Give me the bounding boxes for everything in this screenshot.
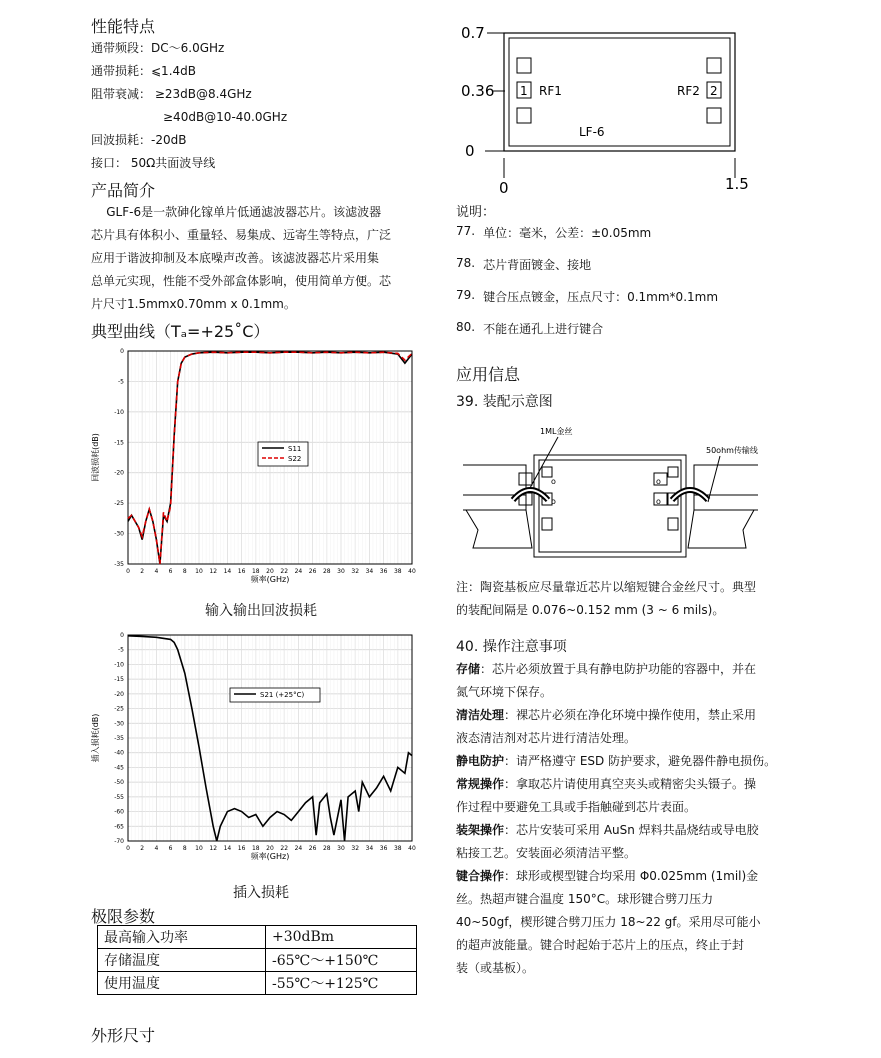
return-loss-chart bbox=[90, 344, 430, 598]
x-tick-label: 16 bbox=[237, 845, 246, 852]
assembly-note bbox=[456, 576, 796, 622]
x-tick-label: 36 bbox=[379, 568, 388, 575]
ops-label: 静电防护 bbox=[456, 754, 505, 768]
legend-label: S21 (+25°C) bbox=[260, 691, 305, 699]
rf2-label: RF2 bbox=[677, 84, 700, 98]
wire-label: 1ML金丝 bbox=[540, 427, 573, 436]
y-tick-label: -35 bbox=[114, 561, 124, 568]
pad-ground bbox=[707, 108, 721, 123]
intro-line: GLF-6是一款砷化镓单片低通滤波器芯片。该滤波器 bbox=[91, 205, 382, 219]
intro-heading: 产品简介 bbox=[91, 181, 156, 200]
x-tick-label: 12 bbox=[209, 568, 218, 575]
x-tick-label: 4 bbox=[154, 845, 159, 852]
app-heading: 应用信息 bbox=[456, 365, 521, 384]
intro-line: 芯片具有体积小、重量轻、易集成、远寄生等特点，广泛 bbox=[91, 228, 392, 242]
outline-heading: 外形尺寸 bbox=[91, 1026, 156, 1045]
limit-value: -55℃～+125℃ bbox=[266, 972, 417, 995]
limit-name: 最高输入功率 bbox=[98, 926, 266, 949]
ops-text: ：拿取芯片请使用真空夹头或精密尖头镊子。操 bbox=[504, 777, 757, 791]
ops-line bbox=[456, 681, 801, 704]
x-tick-label: 10 bbox=[195, 568, 203, 575]
x-tick-label: 32 bbox=[351, 845, 360, 852]
ops-line bbox=[456, 704, 801, 727]
ops-text: 40~50gf，楔形键合劈刀压力 18~22 gf。采用尽可能小 bbox=[456, 915, 761, 929]
assembly-subheading: 39. 装配示意图 bbox=[456, 394, 553, 410]
y-tick-label: -45 bbox=[114, 764, 124, 772]
pad-o: o bbox=[656, 477, 661, 486]
chart2-caption: 插入损耗 bbox=[233, 885, 289, 901]
x-tick-label: 40 bbox=[408, 568, 416, 575]
ops-line bbox=[456, 796, 801, 819]
ops-text: 液态清洁剂对芯片进行清洁处理。 bbox=[456, 731, 637, 745]
limit-value: +30dBm bbox=[266, 926, 417, 949]
ops-text: ：球形或楔型键合均采用 Φ0.025mm (1mil)金 bbox=[504, 869, 759, 883]
y-tick-label: -15 bbox=[114, 676, 124, 684]
y-tick-label: -5 bbox=[118, 646, 124, 654]
x-tick-label: 6 bbox=[168, 568, 173, 575]
x-tick-label: 4 bbox=[154, 568, 159, 575]
x-tick-label: 28 bbox=[322, 568, 331, 575]
ops-line bbox=[456, 888, 801, 911]
ops-list bbox=[456, 658, 801, 980]
x-tick-label: 12 bbox=[209, 845, 218, 852]
limits-row bbox=[98, 949, 417, 972]
chip-body bbox=[534, 455, 686, 557]
x-tick-label: 20 bbox=[266, 568, 274, 575]
ops-line bbox=[456, 911, 801, 934]
limits-row bbox=[98, 926, 417, 949]
legend-label: S11 bbox=[288, 445, 302, 453]
y-tick-label: -30 bbox=[114, 720, 124, 728]
note-item bbox=[456, 256, 718, 288]
x-tick-label: 14 bbox=[223, 845, 232, 852]
x-tick-label: 10 bbox=[195, 845, 203, 852]
y-axis-label: 回波损耗(dB) bbox=[91, 433, 100, 482]
dim-x-right: 1.5 bbox=[725, 175, 749, 193]
limit-name: 使用温度 bbox=[98, 972, 266, 995]
ops-text: ：裸芯片必须在净化环境中操作使用，禁止采用 bbox=[504, 708, 757, 722]
pad1-number: 1 bbox=[520, 84, 528, 98]
y-tick-label: 0 bbox=[120, 632, 124, 639]
model-label: LF-6 bbox=[579, 125, 605, 139]
y-tick-label: -30 bbox=[114, 530, 124, 538]
ops-text: 氮气环境下保存。 bbox=[456, 685, 553, 699]
ops-text: ：芯片必须放置于具有静电防护功能的容器中，并在 bbox=[480, 662, 757, 676]
note-text: 不能在通孔上进行键合 bbox=[483, 322, 604, 336]
ops-line bbox=[456, 727, 801, 750]
y-tick-label: -70 bbox=[114, 838, 124, 845]
feature-item: 回波损耗：-20dB bbox=[91, 133, 187, 147]
assembly-note-line: 注：陶瓷基板应尽量靠近芯片以缩短键合金丝尺寸。典型 bbox=[456, 580, 757, 594]
x-tick-label: 22 bbox=[280, 568, 289, 575]
pad-o: o bbox=[551, 477, 556, 486]
y-tick-label: -15 bbox=[114, 439, 124, 447]
y-axis-label: 插入损耗(dB) bbox=[91, 713, 100, 763]
x-axis-label: 频率(GHz) bbox=[250, 852, 290, 861]
ops-label: 常规操作 bbox=[456, 777, 505, 791]
ops-heading: 40. 操作注意事项 bbox=[456, 639, 567, 655]
y-tick-label: -65 bbox=[114, 823, 124, 831]
ops-text: 作过程中要避免工具或手指触碰到芯片表面。 bbox=[456, 800, 697, 814]
feature-item: 通带频段：DC～6.0GHz bbox=[91, 41, 225, 55]
x-tick-label: 18 bbox=[251, 568, 260, 575]
ops-line bbox=[456, 865, 801, 888]
pad-o: o bbox=[551, 497, 556, 506]
ops-label: 装架操作 bbox=[456, 823, 505, 837]
y-tick-label: -60 bbox=[114, 808, 124, 816]
limits-heading: 极限参数 bbox=[91, 907, 156, 926]
ops-text: 装（或基板）。 bbox=[456, 961, 535, 975]
y-tick-label: -55 bbox=[114, 793, 124, 801]
pad-ground bbox=[517, 108, 531, 123]
x-tick-label: 16 bbox=[237, 568, 246, 575]
line-label: 50ohm传输线 bbox=[706, 446, 758, 455]
y-tick-label: -25 bbox=[114, 500, 124, 508]
note-item bbox=[456, 288, 718, 320]
note-number: 79. bbox=[456, 288, 476, 302]
y-tick-label: -40 bbox=[114, 749, 124, 757]
ops-line bbox=[456, 658, 801, 681]
y-tick-label: -50 bbox=[114, 779, 124, 787]
x-tick-label: 22 bbox=[280, 845, 289, 852]
x-tick-label: 24 bbox=[294, 568, 303, 575]
x-tick-label: 28 bbox=[322, 845, 331, 852]
intro-line: 应用于谐波抑制及本底噪声改善。该滤波器芯片采用集 bbox=[91, 251, 380, 265]
x-tick-label: 36 bbox=[379, 845, 388, 852]
x-tick-label: 34 bbox=[365, 568, 374, 575]
note-item bbox=[456, 224, 718, 256]
feature-item: 阻带衰减： ≥23dB@8.4GHz bbox=[91, 87, 252, 101]
intro-line: 片尺寸1.5mmx0.70mm x 0.1mm。 bbox=[91, 297, 296, 311]
note-number: 77. bbox=[456, 224, 476, 238]
feature-item: 接口： 50Ω共面波导线 bbox=[91, 156, 216, 170]
note-text: 芯片背面镀金、接地 bbox=[483, 258, 592, 272]
y-tick-label: -20 bbox=[114, 690, 124, 698]
ops-line bbox=[456, 934, 801, 957]
y-tick-label: -5 bbox=[118, 378, 124, 386]
chart1-caption: 输入输出回波损耗 bbox=[205, 603, 317, 619]
ops-line bbox=[456, 750, 801, 773]
feature-item: 通带损耗：⩽1.4dB bbox=[91, 64, 196, 78]
limit-name: 存储温度 bbox=[98, 949, 266, 972]
x-tick-label: 26 bbox=[308, 568, 317, 575]
dim-y-top: 0.7 bbox=[461, 24, 485, 42]
x-tick-label: 38 bbox=[393, 568, 402, 575]
y-tick-label: -25 bbox=[114, 705, 124, 713]
dim-y-bottom: 0 bbox=[465, 142, 475, 160]
ops-text: ：请严格遵守 ESD 防护要求，避免器件静电损伤。 bbox=[504, 754, 777, 768]
x-tick-label: 26 bbox=[308, 845, 317, 852]
y-tick-label: -20 bbox=[114, 469, 124, 477]
pad-ground bbox=[707, 58, 721, 73]
x-tick-label: 0 bbox=[126, 845, 130, 852]
x-tick-label: 34 bbox=[365, 845, 374, 852]
chip-dimension-drawing bbox=[455, 18, 755, 198]
note-number: 80. bbox=[456, 320, 476, 334]
legend-label: S22 bbox=[288, 455, 302, 463]
notes-list bbox=[456, 224, 718, 352]
ops-line bbox=[456, 819, 801, 842]
y-tick-label: -35 bbox=[114, 735, 124, 742]
ops-text: ：芯片安装可采用 AuSn 焊料共晶烧结或导电胶 bbox=[504, 823, 759, 837]
limit-value: -65℃～+150℃ bbox=[266, 949, 417, 972]
x-tick-label: 32 bbox=[351, 568, 360, 575]
x-tick-label: 30 bbox=[337, 568, 345, 575]
x-tick-label: 6 bbox=[168, 845, 173, 852]
rf1-label: RF1 bbox=[539, 84, 562, 98]
note-number: 78. bbox=[456, 256, 476, 270]
pad-ground bbox=[517, 58, 531, 73]
note-item bbox=[456, 320, 718, 352]
x-tick-label: 30 bbox=[337, 845, 345, 852]
notes-heading: 说明： bbox=[456, 205, 496, 220]
x-tick-label: 14 bbox=[223, 568, 232, 575]
x-axis-label: 频率(GHz) bbox=[250, 575, 290, 584]
ops-line bbox=[456, 773, 801, 796]
x-tick-label: 8 bbox=[182, 845, 187, 852]
dim-x-left: 0 bbox=[499, 179, 509, 197]
x-tick-label: 18 bbox=[251, 845, 260, 852]
y-tick-label: -10 bbox=[114, 408, 124, 416]
intro-line: 总单元实现，性能不受外部盒体影响，使用简单方便。芯 bbox=[91, 274, 392, 288]
y-tick-label: 0 bbox=[120, 348, 124, 355]
limits-row bbox=[98, 972, 417, 995]
ops-label: 存储 bbox=[456, 662, 481, 676]
pad-o: o bbox=[656, 497, 661, 506]
x-tick-label: 20 bbox=[266, 845, 274, 852]
y-tick-label: -10 bbox=[114, 661, 124, 669]
pad2-number: 2 bbox=[710, 84, 718, 98]
curves-heading: 典型曲线（Tₐ=+25˚C） bbox=[91, 322, 270, 341]
limits-table bbox=[97, 925, 417, 995]
features-list bbox=[91, 37, 287, 175]
note-text: 单位：毫米，公差：±0.05mm bbox=[483, 226, 652, 240]
insertion-loss-chart bbox=[90, 628, 430, 872]
ops-text: 粘接工艺。安装面必须清洁平整。 bbox=[456, 846, 637, 860]
ops-line bbox=[456, 957, 801, 980]
ops-line bbox=[456, 842, 801, 865]
ops-text: 丝。热超声键合温度 150°C。球形键合劈刀压力 bbox=[456, 892, 714, 906]
ops-label: 键合操作 bbox=[456, 869, 505, 883]
x-tick-label: 40 bbox=[408, 845, 416, 852]
assembly-note-line: 的装配间隔是 0.076~0.152 mm (3 ~ 6 mils)。 bbox=[456, 603, 725, 617]
x-tick-label: 8 bbox=[182, 568, 187, 575]
dim-y-mid: 0.36 bbox=[461, 82, 495, 100]
intro-text bbox=[91, 201, 431, 316]
note-text: 键合压点镀金，压点尺寸：0.1mm*0.1mm bbox=[483, 290, 719, 304]
x-tick-label: 38 bbox=[393, 845, 402, 852]
x-tick-label: 2 bbox=[140, 845, 145, 852]
x-tick-label: 24 bbox=[294, 845, 303, 852]
features-heading: 性能特点 bbox=[91, 17, 156, 36]
x-tick-label: 0 bbox=[126, 568, 130, 575]
feature-item: ≥40dB@10-40.0GHz bbox=[163, 110, 288, 124]
assembly-diagram bbox=[458, 420, 768, 570]
ops-text: 的超声波能量。键合时起始于芯片上的压点，终止于封 bbox=[456, 938, 745, 952]
ops-label: 清洁处理 bbox=[456, 708, 505, 722]
x-tick-label: 2 bbox=[140, 568, 145, 575]
